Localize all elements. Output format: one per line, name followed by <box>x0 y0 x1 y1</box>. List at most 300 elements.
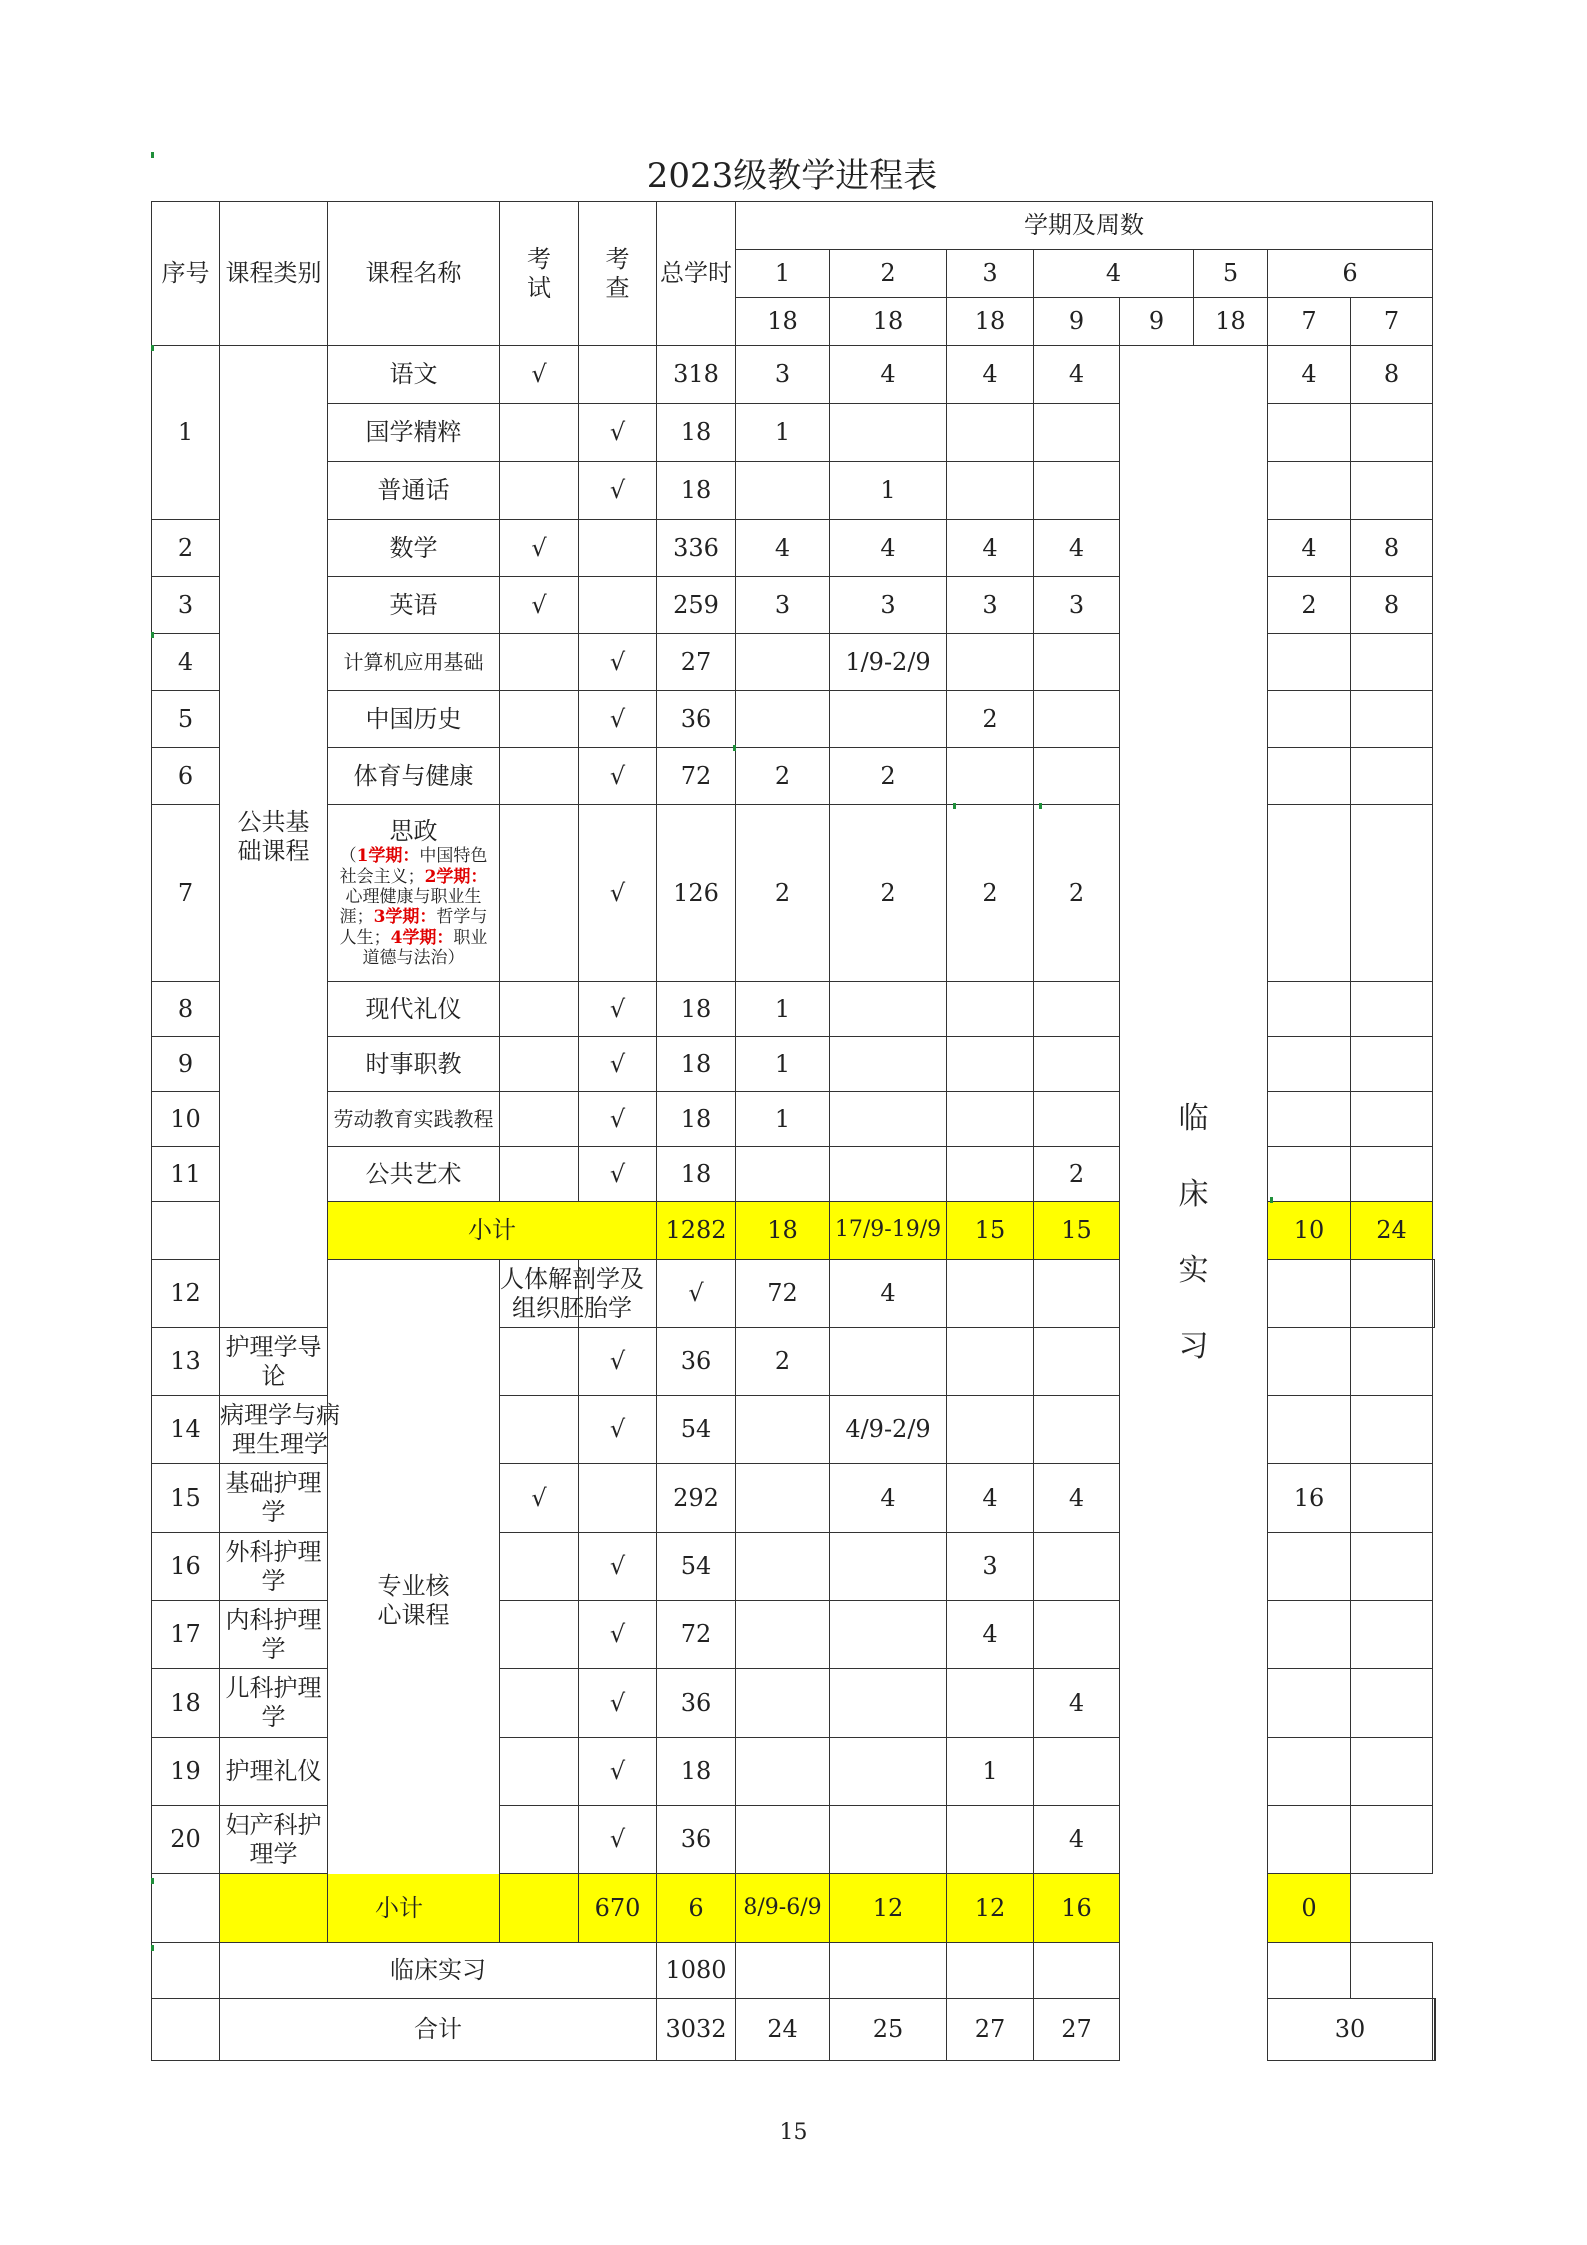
sem6b: 8 <box>1351 520 1433 577</box>
sem2: 4 <box>830 346 947 404</box>
sem1: 2 <box>736 748 830 805</box>
course-name-detailed <box>328 805 500 982</box>
sem1: 2 <box>736 1328 830 1396</box>
exam-mark <box>500 634 579 691</box>
header-category: 课程类别 <box>220 202 328 346</box>
sem1 <box>736 462 830 520</box>
row-seq: 14 <box>152 1396 220 1464</box>
total-hours: 292 <box>657 1464 736 1533</box>
course-name: 普通话 <box>328 462 500 520</box>
check-mark <box>579 346 657 404</box>
row-seq: 5 <box>152 691 220 748</box>
row-seq: 10 <box>152 1092 220 1147</box>
sem4 <box>1034 1092 1120 1147</box>
course-name <box>220 1396 340 1464</box>
check-mark: √ <box>579 805 657 982</box>
exam-mark <box>500 748 579 805</box>
sem6a <box>1268 1396 1351 1464</box>
check-mark: √ <box>579 404 657 462</box>
exam-mark <box>500 1601 579 1669</box>
sem2: 1 <box>830 462 947 520</box>
sem6b <box>1351 691 1433 748</box>
total-hours: 126 <box>657 805 736 982</box>
total-hours: 18 <box>657 1092 736 1147</box>
sem4 <box>1034 1328 1120 1396</box>
title-row <box>152 152 1436 202</box>
sem3: 27 <box>947 1999 1034 2061</box>
sem6a <box>1268 805 1351 982</box>
sem4: 4 <box>1034 1464 1120 1533</box>
term-3-content: 哲学与人生； <box>339 907 488 948</box>
check-mark: √ <box>579 634 657 691</box>
total-hours: 54 <box>657 1396 736 1464</box>
sem6a: 2 <box>1268 577 1351 634</box>
sem6b <box>1351 404 1433 462</box>
sem2 <box>830 691 947 748</box>
check-mark <box>579 520 657 577</box>
row-seq <box>152 1202 220 1260</box>
sem6a <box>1268 634 1351 691</box>
row-seq <box>152 1999 220 2061</box>
course-name: 内科护理学 <box>220 1601 328 1669</box>
sem6b <box>1351 1328 1433 1396</box>
check-mark: √ <box>579 1328 657 1396</box>
corner-tick <box>953 803 956 809</box>
course-detail <box>332 846 495 968</box>
sem3 <box>947 1092 1034 1147</box>
exam-mark: √ <box>500 1464 579 1533</box>
sem6b <box>1351 1464 1433 1533</box>
sem3 <box>947 982 1034 1037</box>
sem4 <box>1034 634 1120 691</box>
sem4: 3 <box>1034 577 1120 634</box>
corner-tick <box>1039 803 1042 809</box>
course-name: 儿科护理学 <box>220 1669 328 1738</box>
total-hours: 670 <box>579 1874 657 1943</box>
total-hours: 27 <box>657 634 736 691</box>
exam-mark <box>500 805 579 982</box>
total-hours: 18 <box>657 1738 736 1806</box>
sem1: 3 <box>736 577 830 634</box>
term-3-label: 3学期： <box>373 907 437 928</box>
sem2: 8/9-6/9 <box>736 1874 830 1943</box>
course-name: 外科护理学 <box>220 1533 328 1601</box>
sem2: 25 <box>830 1999 947 2061</box>
header-semester-4: 4 <box>1034 250 1194 298</box>
sem4 <box>1034 1601 1120 1669</box>
header-weeks-3: 18 <box>947 298 1034 346</box>
sem6b <box>1351 1601 1433 1669</box>
category-public-text: 公共基础课程 <box>237 807 310 865</box>
sem1 <box>736 1533 830 1601</box>
sem6b <box>1351 805 1433 982</box>
detail-open: （ <box>339 846 357 867</box>
exam-mark <box>500 1738 579 1806</box>
clinical-practice-merged <box>1120 346 1268 2061</box>
clinical-char-3: 实 <box>1178 1253 1209 1289</box>
course-name: 公共艺术 <box>328 1147 500 1202</box>
sem1: 1 <box>736 1037 830 1092</box>
sem4: 15 <box>1034 1202 1120 1260</box>
sem2 <box>947 1260 1034 1328</box>
sem4: 4 <box>1034 520 1120 577</box>
course-name: 妇产科护理学 <box>220 1806 328 1874</box>
exam-mark <box>500 1147 579 1202</box>
header-semester-2: 2 <box>830 250 947 298</box>
header-weeks-5: 18 <box>1194 298 1268 346</box>
sem6a <box>1268 1092 1351 1147</box>
header-weeks-1: 18 <box>736 298 830 346</box>
sem3 <box>947 1037 1034 1092</box>
sem6a: 10 <box>1268 1202 1351 1260</box>
sem1 <box>736 691 830 748</box>
course-name-text: 病理学与病理生理学 <box>220 1400 340 1458</box>
table-title: 2023级教学进程表 <box>152 152 1433 202</box>
sem6a: 4 <box>1268 346 1351 404</box>
clinical-char-1: 临 <box>1178 1101 1209 1137</box>
sem2: 2 <box>830 748 947 805</box>
exam-mark <box>500 1806 579 1874</box>
header-row-1 <box>152 202 1436 250</box>
row-seq: 17 <box>152 1601 220 1669</box>
sem6b <box>1351 1147 1433 1202</box>
sem3 <box>947 1396 1034 1464</box>
total-hours: 18 <box>657 1037 736 1092</box>
exam-mark <box>500 1396 579 1464</box>
sem6a <box>1268 691 1351 748</box>
course-name: 劳动教育实践教程 <box>328 1092 500 1147</box>
total-hours: 1080 <box>657 1943 736 1999</box>
total-hours: 18 <box>657 1147 736 1202</box>
sem3 <box>947 462 1034 520</box>
sem1 <box>736 1601 830 1669</box>
category-core-text: 专业核心课程 <box>377 1572 450 1629</box>
course-name: 英语 <box>328 577 500 634</box>
sem3 <box>947 404 1034 462</box>
sem2 <box>830 1092 947 1147</box>
corner-tick <box>1270 1197 1273 1203</box>
header-exam <box>500 202 579 346</box>
course-name: 基础护理学 <box>220 1464 328 1533</box>
check-mark: √ <box>579 462 657 520</box>
total-hours: 36 <box>657 1328 736 1396</box>
course-name: 体育与健康 <box>328 748 500 805</box>
term-4-label: 4学期： <box>390 927 454 948</box>
teaching-schedule-table <box>151 152 1436 2061</box>
header-weeks-4b: 9 <box>1120 298 1194 346</box>
check-mark: √ <box>579 691 657 748</box>
corner-tick <box>733 745 736 751</box>
sem6a <box>1351 1260 1433 1328</box>
header-course: 课程名称 <box>328 202 500 346</box>
row-seq: 1 <box>152 346 220 520</box>
sem2: 4/9-2/9 <box>830 1396 947 1464</box>
sem1 <box>736 1738 830 1806</box>
sem2 <box>830 1806 947 1874</box>
exam-mark <box>500 982 579 1037</box>
sem2: 4 <box>830 520 947 577</box>
sem6a <box>1268 1943 1351 1999</box>
sem3: 1 <box>947 1738 1034 1806</box>
row-seq: 18 <box>152 1669 220 1738</box>
check-mark: √ <box>579 1037 657 1092</box>
sem1: 4 <box>830 1260 947 1328</box>
total-hours: 72 <box>736 1260 830 1328</box>
corner-tick <box>151 1878 154 1884</box>
total-hours: 18 <box>657 982 736 1037</box>
sem4: 12 <box>947 1874 1034 1943</box>
total-hours: 259 <box>657 577 736 634</box>
sem6b <box>1351 1669 1433 1738</box>
header-check <box>579 202 657 346</box>
total-hours: 18 <box>657 462 736 520</box>
sem1 <box>736 1943 830 1999</box>
total-hours: 1282 <box>657 1202 736 1260</box>
sem2 <box>830 1943 947 1999</box>
subtotal-label: 小计 <box>328 1202 657 1260</box>
term-1-label: 1学期： <box>356 846 420 867</box>
sem1: 18 <box>736 1202 830 1260</box>
exam-mark: √ <box>500 520 579 577</box>
row-seq: 3 <box>152 577 220 634</box>
sem4 <box>1034 1037 1120 1092</box>
sem2 <box>830 1533 947 1601</box>
course-name: 护理礼仪 <box>220 1738 328 1806</box>
sem3: 2 <box>947 691 1034 748</box>
row-seq: 16 <box>152 1533 220 1601</box>
clinical-char-4: 习 <box>1178 1329 1209 1365</box>
sem4 <box>1034 404 1120 462</box>
sem1: 1 <box>736 982 830 1037</box>
corner-tick <box>151 345 154 351</box>
sem6a: 4 <box>1268 520 1351 577</box>
header-semester-5: 5 <box>1194 250 1268 298</box>
sem1: 1 <box>736 1092 830 1147</box>
sem3: 3 <box>947 1533 1034 1601</box>
row-seq <box>152 1943 220 1999</box>
check-mark: √ <box>579 1396 657 1464</box>
row-seq: 4 <box>152 634 220 691</box>
sem6a: 16 <box>1034 1874 1120 1943</box>
sem2 <box>830 1738 947 1806</box>
sem3: 4 <box>947 346 1034 404</box>
sem6a <box>1268 1147 1351 1202</box>
total-hours: 36 <box>657 1806 736 1874</box>
course-name-text: 人体解剖学及组织胚胎学 <box>500 1264 644 1322</box>
check-mark: √ <box>579 1533 657 1601</box>
check-mark: √ <box>579 1669 657 1738</box>
sem2: 1/9-2/9 <box>830 634 947 691</box>
check-mark: √ <box>579 1147 657 1202</box>
sem6b <box>1351 1806 1433 1874</box>
exam-mark <box>500 691 579 748</box>
sem3 <box>947 1669 1034 1738</box>
sem6b: 8 <box>1351 577 1433 634</box>
header-exam-text: 考试 <box>527 244 551 302</box>
exam-mark <box>500 1328 579 1396</box>
sem4 <box>1034 748 1120 805</box>
row-seq: 19 <box>152 1738 220 1806</box>
total-label: 合计 <box>220 1999 657 2061</box>
check-mark <box>579 577 657 634</box>
sem4 <box>1268 1260 1351 1328</box>
term-2-content: 心理健康与职业生涯； <box>339 887 482 928</box>
sem4: 4 <box>1034 1806 1120 1874</box>
sem4: 4 <box>1034 1669 1120 1738</box>
sem3 <box>1034 1260 1120 1328</box>
sem2 <box>830 1147 947 1202</box>
subtotal-label: 小计 <box>220 1874 579 1943</box>
exam-mark: √ <box>500 577 579 634</box>
sem1 <box>736 1396 830 1464</box>
sem3 <box>947 1943 1034 1999</box>
sem3: 2 <box>947 805 1034 982</box>
sem3: 4 <box>947 1601 1034 1669</box>
total-hours: 318 <box>657 346 736 404</box>
check-mark: √ <box>579 1092 657 1147</box>
sem6b <box>1351 1092 1433 1147</box>
sem2 <box>830 404 947 462</box>
sem2: 3 <box>830 577 947 634</box>
sem6b <box>1433 1260 1434 1328</box>
corner-tick <box>151 632 154 638</box>
header-semester-6: 6 <box>1268 250 1433 298</box>
total-hours: 336 <box>657 520 736 577</box>
sem2 <box>830 1669 947 1738</box>
course-name: 计算机应用基础 <box>328 634 500 691</box>
sem6b <box>1351 748 1433 805</box>
header-weeks-6a: 7 <box>1268 298 1351 346</box>
course-name: 语文 <box>328 346 500 404</box>
sem6a <box>1268 1533 1351 1601</box>
sem3: 4 <box>947 520 1034 577</box>
sem6b: 24 <box>1351 1202 1433 1260</box>
row-seq <box>152 1874 220 1943</box>
total-hours: 72 <box>657 748 736 805</box>
sem4 <box>1034 691 1120 748</box>
sem4 <box>1034 462 1120 520</box>
sem3 <box>947 1806 1034 1874</box>
row-seq: 7 <box>152 805 220 982</box>
sem4 <box>1034 1396 1120 1464</box>
sem2: 4 <box>830 1464 947 1533</box>
sem6a <box>1268 1328 1351 1396</box>
header-seq: 序号 <box>152 202 220 346</box>
category-core <box>328 1260 500 1943</box>
clinical-char-2: 床 <box>1178 1177 1209 1213</box>
sem6b <box>1351 1396 1433 1464</box>
row-seq: 20 <box>152 1806 220 1874</box>
sem3: 12 <box>830 1874 947 1943</box>
header-total: 总学时 <box>657 202 736 346</box>
check-mark: √ <box>579 1738 657 1806</box>
course-name: 现代礼仪 <box>328 982 500 1037</box>
header-semester-3: 3 <box>947 250 1034 298</box>
course-name <box>500 1260 644 1328</box>
corner-tick <box>151 1945 154 1951</box>
sem1 <box>736 1806 830 1874</box>
sem1 <box>736 634 830 691</box>
row-seq: 2 <box>152 520 220 577</box>
sem1 <box>736 1669 830 1738</box>
course-name: 中国历史 <box>328 691 500 748</box>
header-weeks-4a: 9 <box>1034 298 1120 346</box>
row-seq: 13 <box>152 1328 220 1396</box>
sem4 <box>1034 1533 1120 1601</box>
sem6a <box>1268 1806 1351 1874</box>
total-hours: 3032 <box>657 1999 736 2061</box>
sem3 <box>947 1147 1034 1202</box>
sem3: 4 <box>947 1464 1034 1533</box>
sem6a <box>1268 1601 1351 1669</box>
check-mark <box>579 1464 657 1533</box>
sem6b <box>1351 1943 1433 1999</box>
clinical-label: 临床实习 <box>220 1943 657 1999</box>
term-1-content: 中国特色社会主义； <box>339 846 488 887</box>
course-name: 思政 <box>389 817 438 846</box>
sem2: 17/9-19/9 <box>830 1202 947 1260</box>
exam-mark <box>500 1092 579 1147</box>
row-seq: 9 <box>152 1037 220 1092</box>
check-mark: √ <box>579 982 657 1037</box>
sem2 <box>830 1601 947 1669</box>
sem6b <box>1351 634 1433 691</box>
check-mark: √ <box>579 1806 657 1874</box>
row-seq: 15 <box>152 1464 220 1533</box>
course-name: 国学精粹 <box>328 404 500 462</box>
sem4: 4 <box>1034 346 1120 404</box>
course-name: 护理学导论 <box>220 1328 328 1396</box>
course-name: 时事职教 <box>328 1037 500 1092</box>
sem3 <box>947 634 1034 691</box>
sem6a <box>1268 1669 1351 1738</box>
sem6a <box>1268 748 1351 805</box>
sem1 <box>736 1464 830 1533</box>
sem1: 24 <box>736 1999 830 2061</box>
exam-mark <box>500 1037 579 1092</box>
exam-mark: √ <box>500 346 579 404</box>
total-hours: 36 <box>657 1669 736 1738</box>
row-seq: 8 <box>152 982 220 1037</box>
exam-mark <box>500 1533 579 1601</box>
page-number: 15 <box>779 2120 808 2145</box>
sem6b <box>1351 982 1433 1037</box>
sem1: 3 <box>736 346 830 404</box>
exam-mark <box>500 462 579 520</box>
sem3 <box>947 748 1034 805</box>
sem4 <box>1034 1943 1120 1999</box>
term-4-content: 职业道德与法治） <box>362 927 488 969</box>
corner-tick <box>151 152 154 158</box>
sem6b <box>1434 1999 1435 2061</box>
sem4: 2 <box>1034 805 1120 982</box>
sem1: 1 <box>736 404 830 462</box>
sem2: 2 <box>830 805 947 982</box>
header-weeks-6b: 7 <box>1351 298 1433 346</box>
sem2 <box>830 1037 947 1092</box>
exam-mark <box>500 404 579 462</box>
sem6a <box>1268 1037 1351 1092</box>
sem6b <box>1351 1037 1433 1092</box>
sem6a <box>1268 462 1351 520</box>
sem5: 30 <box>1268 1999 1433 2061</box>
sem4: 2 <box>1034 1147 1120 1202</box>
sem1 <box>736 1147 830 1202</box>
total-hours: 72 <box>657 1601 736 1669</box>
row-seq: 6 <box>152 748 220 805</box>
check-mark: √ <box>657 1260 736 1328</box>
sem6b <box>1351 1738 1433 1806</box>
